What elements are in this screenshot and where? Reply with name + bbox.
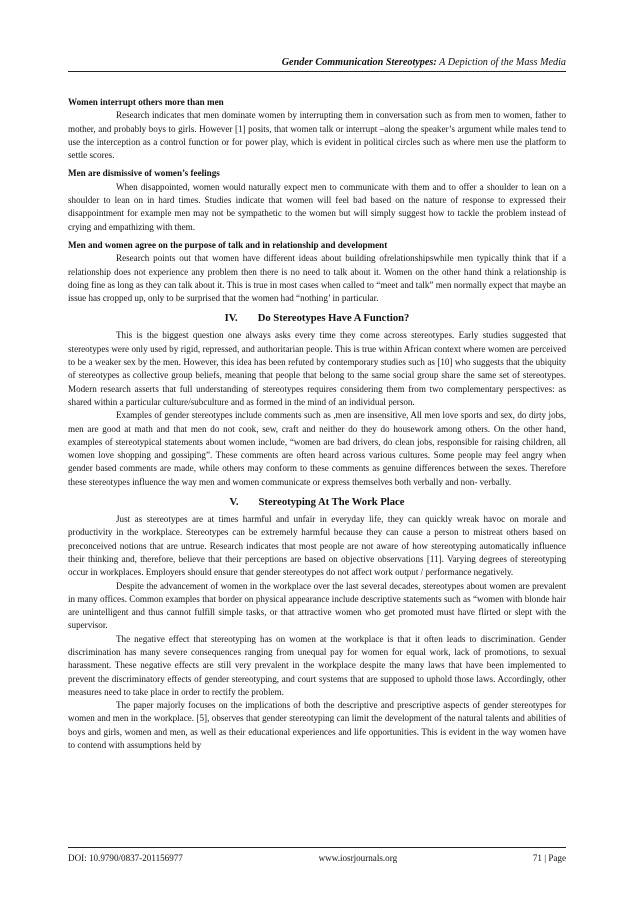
paragraph: When disappointed, women would naturally expect men to communicate with them and to offer a shoulder to lean on a shoulder to lean on in hard times. Studies indicate that women will feel bad based on the nature of response to expressed their disappointment for example men may not be sympathetic to the women but will simply suggest how to tackle the problem instead of crying and empathizing with them. <box>68 181 566 232</box>
journal-website: www.iosrjournals.org <box>318 853 398 863</box>
doi-text: DOI: 10.9790/0837-201156977 <box>68 853 183 863</box>
paragraph: Just as stereotypes are at times harmful and unfair in everyday life, they can quickly wreak havoc on morale and productivity in the workplace. Stereotypes can be extremely harmful because they can cause a person to mistreat others based on preconceived notions that are untrue. Research indicates that most people are not aware of how stereotyping automatically influence their thinking and, therefore, believe that their perceptions are based on objective observations [11]. Varying degrees of stereotyping occur in workplaces. Employers should ensure that gender stereotypes do not affect work output / performance negatively. <box>68 514 566 578</box>
paragraph: Examples of gender stereotypes include comments such as ,men are insensitive, All men love sports and sex, do dirty jobs, men are good at math and that men do not cook, sew, craft and neither do they do housework among others. On the other hand, examples of stereotypical statements about women include, “women are bad drivers, do clean jobs, responsible for raising children, all women love shopping and gossiping”. These comments are often heard across various cultures. Some people may feel angry when gender based comments are made, while others may conform to these comments as genuine differences between the sexes. Therefore these stereotypes influence the way men and women communicate or express themselves both verbally and non- verbally. <box>68 410 566 487</box>
subheading-dismissive: Men are dismissive of women’s feelings <box>68 168 220 179</box>
journal-title-italic: A Depiction of the Mass Media <box>436 57 566 68</box>
section-heading-v <box>68 496 566 510</box>
section-title: Stereotyping At The Work Place <box>258 497 405 509</box>
paragraph: Despite the advancement of women in the workplace over the last several decades, stereotypes about women are prevalent in many offices. Common examples that border on physical appearance include descriptive statements such as “women with blonde hair are unintelligent and thus cannot fulfill simple tasks, or that attractive women who get promoted must have flirted or slept with the supervisor. <box>68 580 566 631</box>
paragraph: Research points out that women have different ideas about building ofrelationshipswhile men typically think that if a relationship does not experience any problem then there is no need to talk about it. Women on the other hand think a relationship is doing fine as long as they can talk about it. This is true in most cases when called to “meet and talk” men normally expect that maybe an issue has cropped up, only to be surprised that the women had “nothing’ in particular. <box>68 253 566 304</box>
section-title: Do Stereotypes Have A Function? <box>257 313 410 325</box>
section-number: V. <box>229 497 239 509</box>
paragraph: Research indicates that men dominate women by interrupting them in conversation such as from men to women, father to mother, and probably boys to girls. However [1] posits, that women talk or interrupt –along the speaker’s argument while males tend to use the interception as a control function or for power play, which is evident in political circles such as where men use the platform to settle scores. <box>68 110 566 161</box>
paragraph: This is the biggest question one always asks every time they come across stereotypes. Early studies suggested that stereotypes were only used by rigid, repressed, and authoritarian people. This is true within African context where women are perceived to be a weaker sex by the men. However, this idea has been refuted by contemporary studies such as [10] who suggests that the ubiquity of stereotypes as collective group beliefs, meaning that people that belong to the same social group share the same set of stereotypes. Modern research asserts that full understanding of stereotypes requires considering them from two complementary perspectives: as shared within a particular culture/subculture and as formed in the mind of an individual person. <box>68 330 566 407</box>
paragraph: The paper majorly focuses on the implications of both the descriptive and prescriptive aspects of gender stereotypes for women and men in the workplace. [5], observes that gender stereotyping can limit the development of the natural talents and abilities of boys and girls, women and men, as well as their educational experiences and life opportunities. This is evident in the way women have to contend with assumptions held by <box>68 700 566 751</box>
page-footer <box>68 847 566 863</box>
running-header <box>68 57 566 72</box>
journal-title-bold: Gender Communication Stereotypes <box>281 57 434 68</box>
page-number: 71 | Page <box>532 853 566 863</box>
subheading-purpose-of-talk: Men and women agree on the purpose of talk and in relationship and development <box>68 239 388 250</box>
section-heading-iv <box>68 312 566 326</box>
paragraph: The negative effect that stereotyping has on women at the workplace is that it often leads to discrimination. Gender discrimination has many severe consequences ranging from unequal pay for women for equal work, lack of promotions, to sexual harassment. These negative effects are still very prevalent in the workplace despite the many laws that have been implemented to prevent the discriminatory effects of gender stereotyping, and court systems that are supposed to uphold those laws. Accordingly, other measures need to take place in order to rectify the problem. <box>68 633 566 697</box>
journal-title-sep: : <box>433 57 437 68</box>
section-number: IV. <box>224 313 238 325</box>
subheading-interrupt: Women interrupt others more than men <box>68 97 224 107</box>
article-body <box>68 96 566 752</box>
